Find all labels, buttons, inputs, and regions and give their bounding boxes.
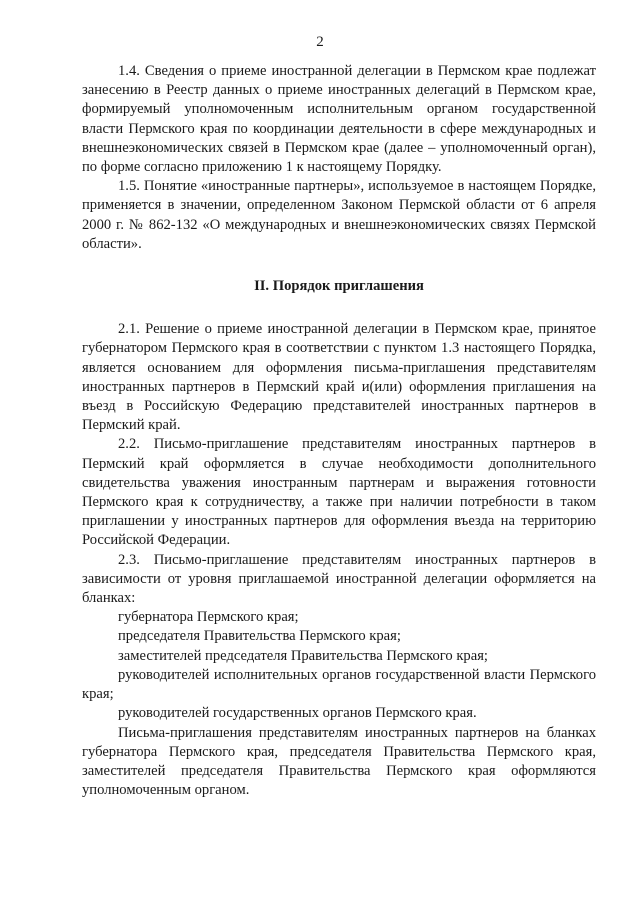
- paragraph-2-2: 2.2. Письмо-приглашение представителям иностранных партнеров в Пермский край оформляется в случае необходимости дополнительного свидетельства уважения иностранным партнерам и выражения готовности Пермского края к сотрудничеству, а также при наличии потребности в таком приглашении у иностранных партнеров для оформления въезда на территорию Российской Федерации.: [82, 436, 596, 549]
- paragraph-1-4: 1.4. Сведения о приеме иностранной делегации в Пермском крае подлежат занесению в Реестр данных о приеме иностранных делегаций в Пермском крае, формируемый уполномоченным исполнительным органом государственной власти Пермского края по координации деятельности в сфере международных и внешнеэкономических связей в Пермском крае (далее – уполномоченный орган), по форме согласно приложению 1 к настоящему Порядку.: [82, 63, 596, 176]
- paragraph-2-3: 2.3. Письмо-приглашение представителям иностранных партнеров в зависимости от уровня приглашаемой иностранной делегации оформляется на бланках:: [82, 551, 596, 607]
- list-item: губернатора Пермского края;: [118, 609, 299, 626]
- page-number: 2: [316, 34, 324, 50]
- section-heading-2: II. Порядок приглашения: [254, 278, 424, 295]
- list-item: руководителей исполнительных органов государственной власти Пермского края;: [82, 666, 596, 703]
- paragraph-2-1: 2.1. Решение о приеме иностранной делегации в Пермском крае, принятое губернатором Пермского края в соответствии с пунктом 1.3 настоящего Порядка, является основанием для оформления письма-приглашения представителям иностранных партнеров в Пермский край и(или) оформления приглашения на въезд в Российскую Федерацию представителей иностранных партнеров в Пермский край.: [82, 321, 596, 434]
- list-item: председателя Правительства Пермского края;: [118, 628, 401, 645]
- list-item: заместителей председателя Правительства Пермского края;: [118, 647, 488, 664]
- document-body: [82, 62, 596, 800]
- paragraph-final: Письма-приглашения представителям иностранных партнеров на бланках губернатора Пермского края, председателя Правительства Пермского края, заместителей председателя Правительства Пермского края оформляются уполномоченным органом.: [82, 724, 596, 799]
- paragraph-1-5: 1.5. Понятие «иностранные партнеры», используемое в настоящем Порядке, применяется в значении, определенном Законом Пермской области от 6 апреля 2000 г. № 862-132 «О международных и внешнеэкономических связях Пермской области».: [82, 178, 596, 252]
- list-item: руководителей государственных органов Пермского края.: [118, 705, 477, 722]
